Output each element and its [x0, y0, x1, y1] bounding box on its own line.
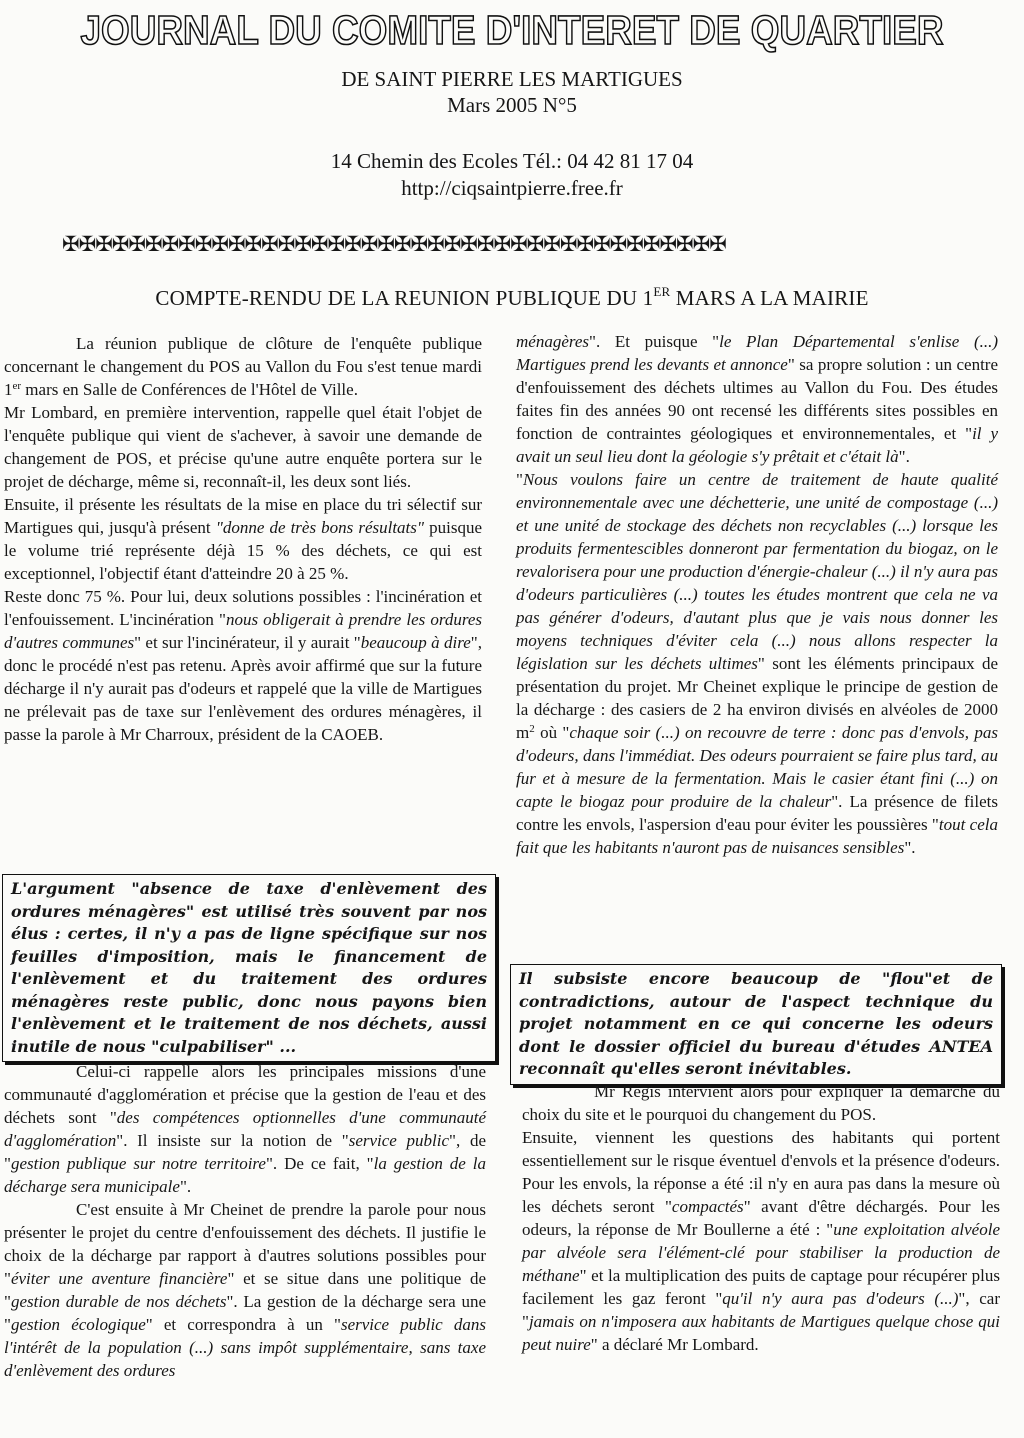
journal-subtitle: DE SAINT PIERRE LES MARTIGUES: [341, 67, 683, 91]
contact-address: 14 Chemin des Ecoles Tél.: 04 42 81 17 04: [330, 149, 694, 173]
paragraph: ménagères". Et puisque "le Plan Départemental s'enlise (...) Martigues prend les devants et annonce" sa propre solution : un centre d'enfouissement des déchets ultimes au Vallon du Fou. Des études faites fin des années 90 ont recensé les différents sites possibles en fonction de contraintes géologiques et environnementales, et "il y avait un seul lieu dont la géologie s'y prêtait et c'était là".: [516, 332, 999, 466]
paragraph: Mr Lombard, en première intervention, rappelle quel était l'objet de l'enquête publique qui vient de s'achever, à savoir une demande de changement de POS, et précise qu'une autre enquête portera sur le projet de décharge, même si, reconnaît-il, les deux sont liés.: [4, 403, 482, 491]
right-callout-box: Il subsiste encore beaucoup de "flou"et de contradictions, autour de l'aspect technique du projet notamment en ce qui concerne les odeurs dont le dossier officiel du bureau d'études ANTEA reconnaît qu'elles seront inévitables.: [510, 964, 1002, 1085]
paragraph: La réunion publique de clôture de l'enquête publique concernant le changement du POS au Vallon du Fou s'est tenue mardi 1er mars en Salle de Conférences de l'Hôtel de Ville.: [4, 334, 482, 399]
journal-masthead: JOURNAL DU COMITE D'INTERET DE QUARTIER: [80, 7, 944, 53]
paragraph: "Nous voulons faire un centre de traitement de haute qualité environnementale avec une déchetterie, une unité de compostage (...) et une unité de stockage des déchets non recyclables (...) lorsque les produits fermentescibles donneront par fermentation du biogaz, on le revalorisera pour une production d'énergie-chaleur (...) il n'y aura pas d'odeurs particulières (...) toutes les études montrent que cela ne va pas générer d'odeurs, d'autant plus que je vais nous donner les moyens techniques d'éviter cela (...) nous allons respecter la législation sur les déchets ultimes" sont les éléments principaux de présentation du projet. Mr Cheinet explique le principe de gestion de la décharge : des casiers de 2 ha environ divisés en alvéoles de 2000 $m^2$ où "chaque soir (...) on recouvre de terre : donc pas d'envols, pas d'odeurs, dans l'immédiat. Des odeurs pourraient se faire plus tard, au fur et à mesure de la fermentation. Mais le casier étant fini (...) on capte le biogaz pour produire de la chaleur". La présence de filets contre les envols, l'aspersion d'eau pour éviter les poussières "tout cela fait que les habitants n'auront pas de nuisances sensibles".: [516, 470, 999, 857]
article-title: COMPTE-RENDU DE LA REUNION PUBLIQUE DU 1ER MARS A LA MAIRIE: [155, 284, 869, 310]
paragraph: Ensuite, viennent les questions des habitants qui portent essentiellement sur le risque éventuel d'envols et la présence d'odeurs. Pour les envols, la réponse a été :il n'y en aura pas dans la mesure où les déchets seront "compactés" avant d'être déchargés. Pour les odeurs, la réponse de Mr Boullerne a été : "une exploitation alvéole par alvéole sera l'élément-clé pour stabiliser la production de méthane" et la multiplication des puits de captage pour récupérer plus facilement les gaz feront "qu'il n'y aura pas d'odeurs (...)", car "jamais on n'imposera aux habitants de Martigues quelque chose qui peut nuire" a déclaré Mr Lombard.: [522, 1128, 1000, 1354]
left-column-top: [4, 332, 482, 746]
paragraph: Reste donc 75 %. Pour lui, deux solutions possibles : l'incinération et l'enfouissement. L'incinération "nous obligerait à prendre les ordures d'autres communes" et sur l'incinérateur, il y aurait "beaucoup à dire", donc le procédé n'est pas retenu. Après avoir affirmé que sur la future décharge il n'y aurait pas d'odeurs et rappelé que la ville de Martigues ne prélevait pas de taxe sur l'enlèvement des ordures ménagères, il passe la parole à Mr Charroux, président de la CAOEB.: [4, 587, 482, 744]
website-link[interactable]: http://ciqsaintpierre.free.fr: [401, 176, 623, 200]
paragraph: C'est ensuite à Mr Cheinet de prendre la parole pour nous présenter le projet du centre d'enfouissement des déchets. Il justifie le choix de la décharge par rapport à d'autres solutions possibles pour "éviter une aventure financière" et se situe dans une politique de "gestion durable de nos déchets". La gestion de la décharge sera une "gestion écologique" et correspondra à un "service public dans l'intérêt de la population (...) sans impôt supplémentaire, sans taxe d'enlèvement des ordures: [4, 1200, 486, 1380]
paragraph: Ensuite, il présente les résultats de la mise en place du tri sélectif sur Martigues qui, jusqu'à présent "donne de très bons résultats" puisque le volume trié représente déjà 15 % des déchets, ce qui est exceptionnel, l'objectif étant d'atteindre 20 à 25 %.: [4, 495, 482, 583]
ornament-divider: ✠✠✠✠✠✠✠✠✠✠✠✠✠✠✠✠✠✠✠✠✠✠✠✠✠✠✠✠✠✠✠✠✠✠✠✠✠✠✠✠: [62, 232, 726, 256]
left-column-bottom: [4, 1060, 486, 1382]
right-column-bottom: [522, 1080, 1000, 1356]
paragraph: Celui-ci rappelle alors les principales missions d'une communauté d'agglomération et précise que la gestion de l'eau et des déchets sont "des compétences optionnelles d'une communauté d'agglomération". Il insiste sur la notion de "service public", de "gestion publique sur notre territoire". De ce fait, "la gestion de la décharge sera municipale".: [4, 1062, 486, 1196]
right-column-top: [516, 330, 998, 859]
left-callout-box: L'argument "absence de taxe d'enlèvement des ordures ménagères" est utilisé très souvent par nos élus : certes, il n'y a pas de ligne spécifique sur nos feuilles d'imposition, mais le financement de l'enlèvement et du traitement des ordures ménagères reste public, donc nous payons bien l'enlèvement et le traitement de nos déchets, aussi inutile de nous "culpabiliser" ...: [2, 874, 496, 1062]
paragraph: Mr Régis intervient alors pour expliquer la démarche du choix du site et le pourquoi du changement du POS.: [522, 1082, 1000, 1124]
issue-date: Mars 2005 N°5: [447, 93, 577, 117]
